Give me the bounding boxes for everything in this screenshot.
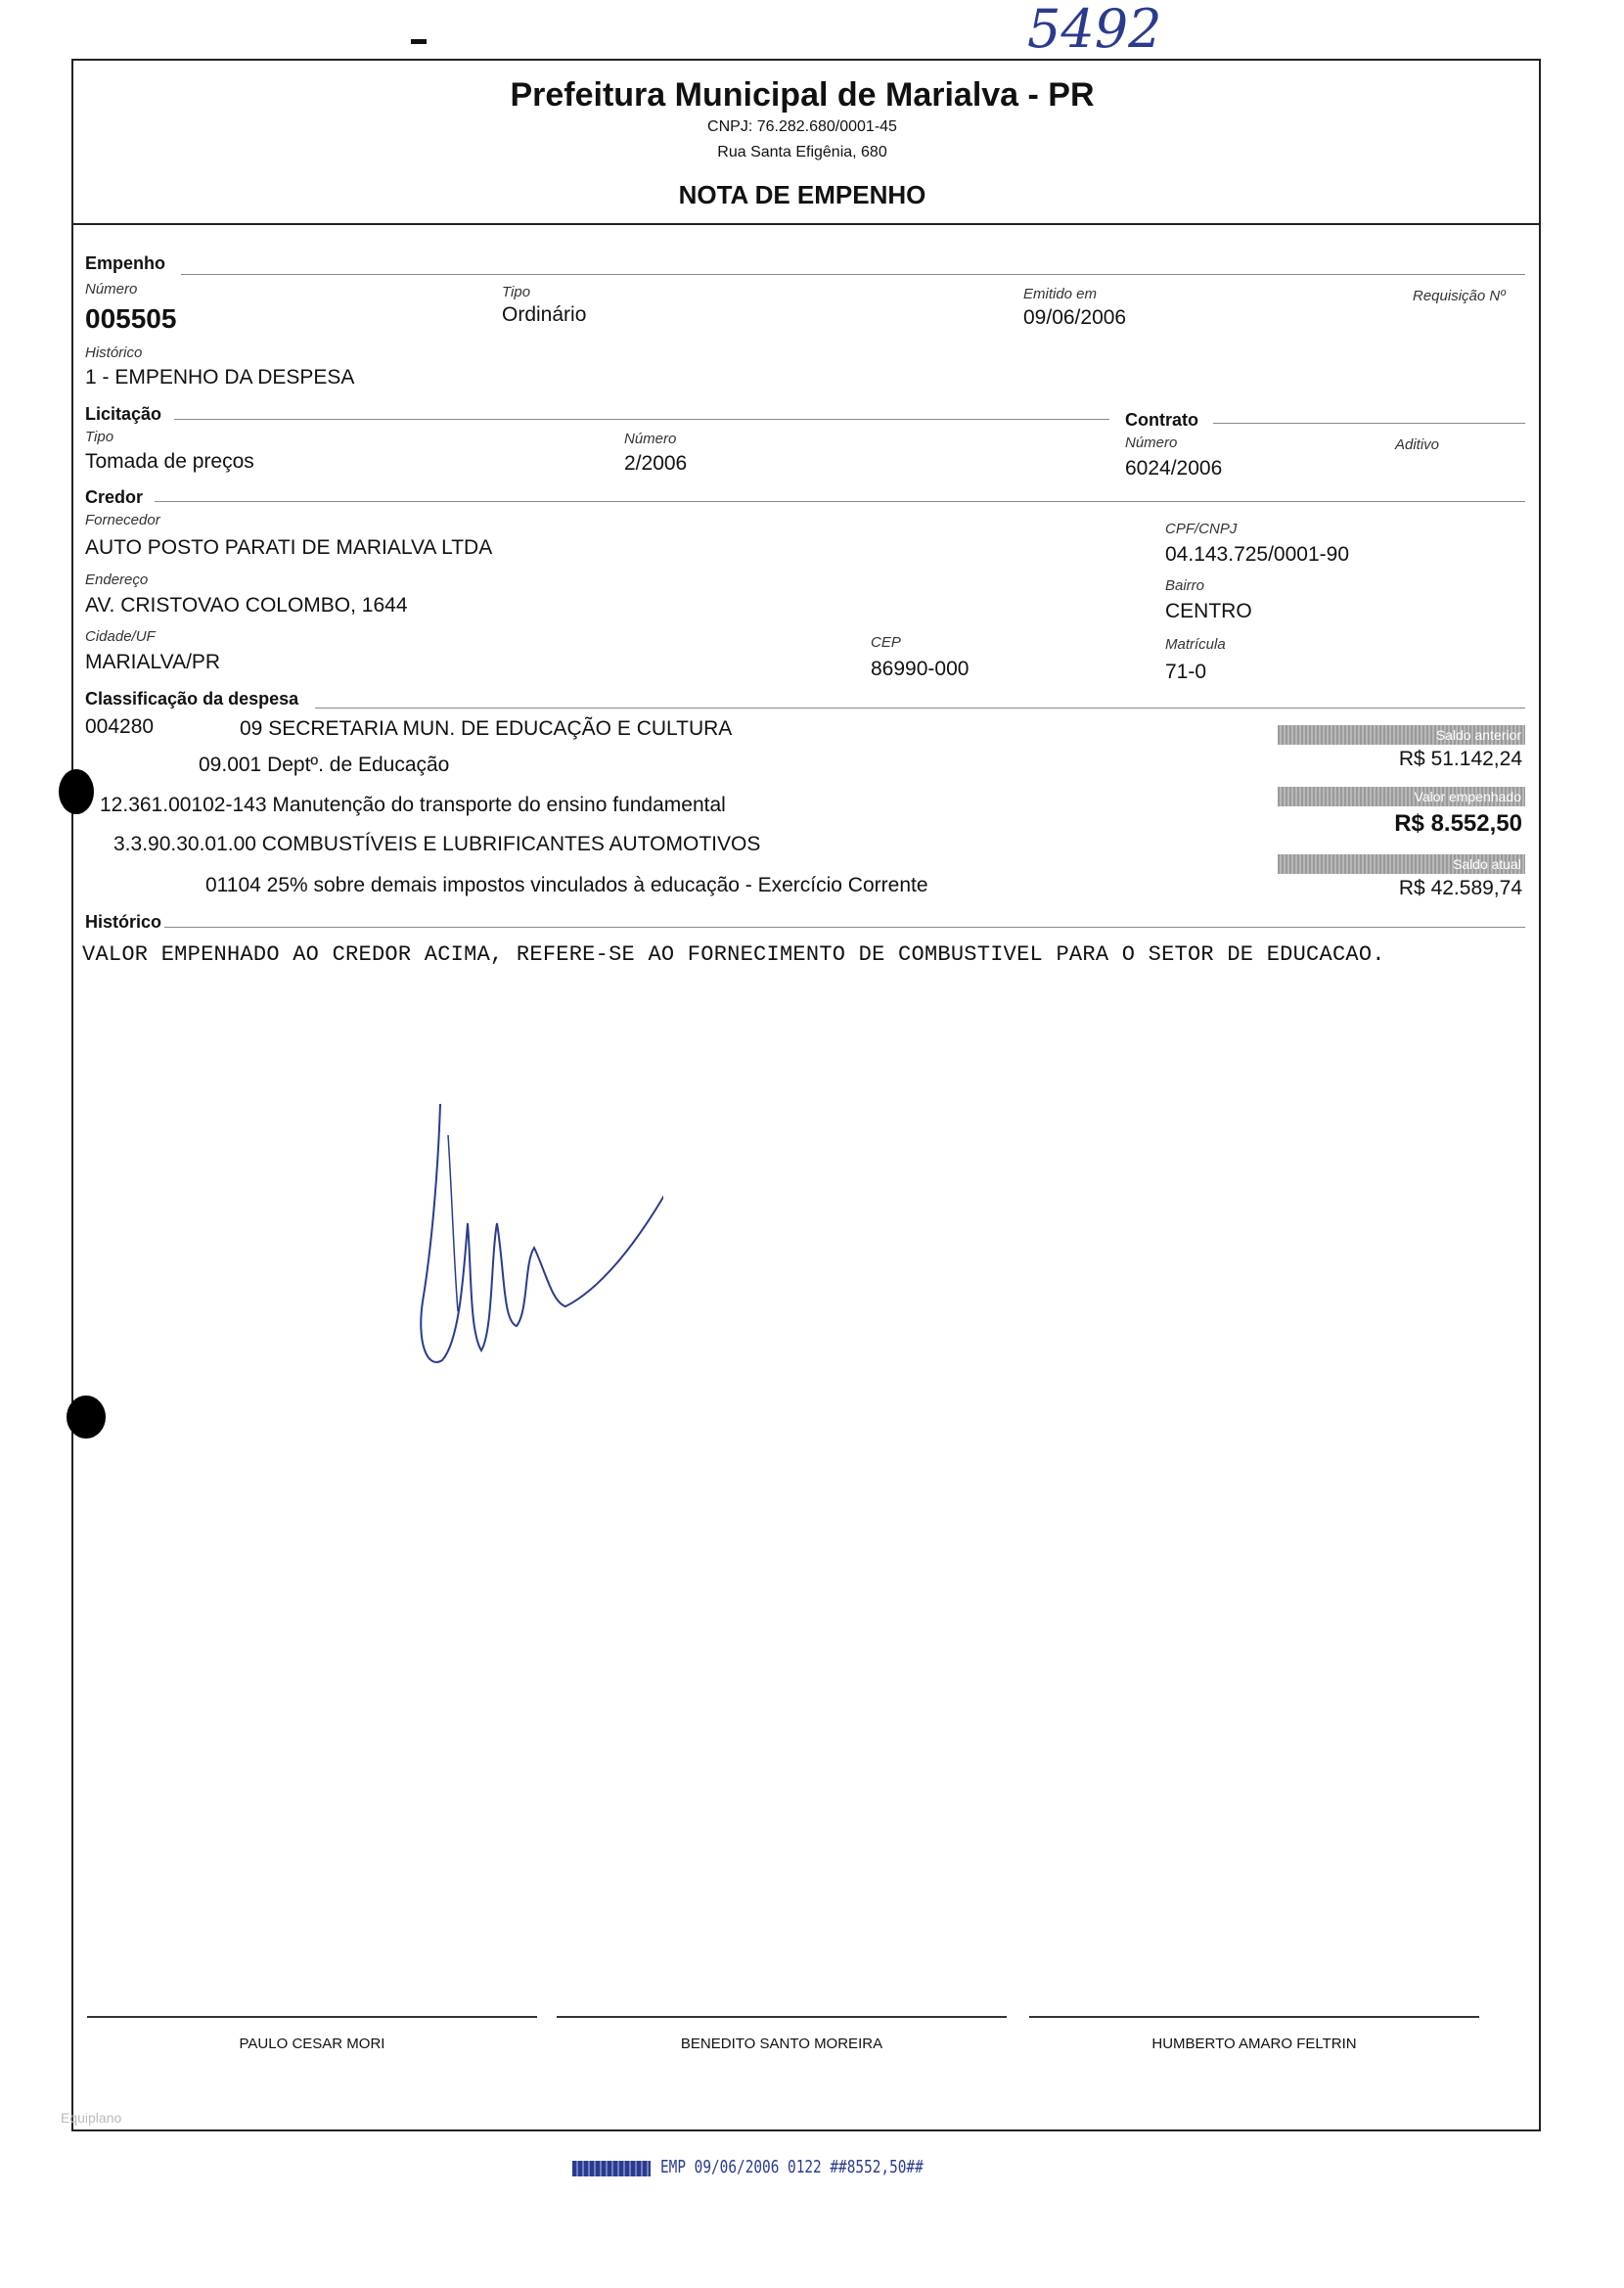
section-historico: Histórico [85, 912, 162, 932]
section-credor: Credor [85, 487, 144, 507]
signature-name-3: HUMBERTO AMARO FELTRIN [1151, 2036, 1357, 2052]
header-divider [71, 223, 1541, 225]
section-line [174, 419, 1109, 420]
credor-cpf-cnpj: 04.143.725/0001-90 [1165, 543, 1350, 566]
classificacao-fonte: 01104 25% sobre demais impostos vinculados à educação - Exercício Corrente [205, 874, 928, 896]
credor-cidade: MARIALVA/PR [85, 651, 221, 673]
footer-stamp-mark [572, 2161, 651, 2176]
page-title: Prefeitura Municipal de Marialva - PR [510, 76, 1095, 114]
label-endereco: Endereço [85, 572, 149, 588]
credor-fornecedor: AUTO POSTO PARATI DE MARIALVA LTDA [85, 536, 493, 559]
section-licitacao: Licitação [85, 404, 162, 424]
saldo-anterior-label: Saldo anterior [1278, 725, 1525, 745]
label-licitacao-numero: Número [624, 431, 677, 447]
empenho-tipo: Ordinário [502, 303, 587, 326]
section-line [164, 927, 1525, 928]
footer-stamp: EMP 09/06/2006 0122 ##8552,50## [660, 2157, 924, 2177]
section-line [155, 501, 1525, 502]
label-cpf-cnpj: CPF/CNPJ [1165, 521, 1238, 537]
handwritten-number: 5492 [1027, 0, 1162, 60]
label-historico-empenho: Histórico [85, 344, 143, 361]
section-classificacao: Classificação da despesa [85, 689, 299, 709]
section-contrato: Contrato [1125, 410, 1198, 430]
historico-text: VALOR EMPENHADO AO CREDOR ACIMA, REFERE-SE AO FORNECIMENTO DE COMBUSTIVEL PARA O SETOR DE EDUCACAO. [82, 942, 1385, 967]
doc-type-title: NOTA DE EMPENHO [678, 180, 926, 209]
credor-cep: 86990-000 [871, 658, 970, 680]
label-emitido: Emitido em [1023, 286, 1098, 302]
credor-endereco: AV. CRISTOVAO COLOMBO, 1644 [85, 594, 408, 617]
classificacao-acao: 12.361.00102-143 Manutenção do transporte do ensino fundamental [100, 794, 726, 816]
saldo-atual-label: Saldo atual [1278, 854, 1525, 874]
punch-mark [411, 39, 427, 44]
label-aditivo: Aditivo [1395, 436, 1440, 453]
cnpj-text: CNPJ: 76.282.680/0001-45 [707, 118, 897, 135]
signature-name-2: BENEDITO SANTO MOREIRA [680, 2036, 883, 2052]
contrato-numero: 6024/2006 [1125, 457, 1223, 480]
classificacao-elemento: 3.3.90.30.01.00 COMBUSTÍVEIS E LUBRIFICANTES AUTOMOTIVOS [113, 833, 761, 855]
label-licitacao-tipo: Tipo [85, 429, 114, 445]
binding-hole [67, 1396, 106, 1439]
label-bairro: Bairro [1165, 577, 1205, 594]
empenho-emitido: 09/06/2006 [1023, 306, 1127, 329]
binding-hole [59, 769, 94, 814]
address-text: Rua Santa Efigênia, 680 [717, 144, 887, 160]
classificacao-unidade: 09.001 Deptº. de Educação [199, 754, 450, 776]
empenho-numero: 005505 [85, 303, 177, 334]
section-empenho: Empenho [85, 253, 166, 273]
footer-software-label: Equiplano [61, 2110, 122, 2126]
label-contrato-numero: Número [1125, 435, 1178, 451]
label-cep: CEP [871, 634, 901, 651]
signature-line [1029, 2016, 1479, 2018]
licitacao-numero: 2/2006 [624, 452, 688, 475]
label-matricula: Matrícula [1165, 636, 1226, 653]
saldo-atual-value: R$ 42.589,74 [1398, 877, 1522, 899]
licitacao-tipo: Tomada de preços [85, 450, 254, 473]
section-line [181, 274, 1525, 275]
section-line [1213, 423, 1525, 424]
saldo-anterior-value: R$ 51.142,24 [1398, 748, 1522, 770]
signature-line [557, 2016, 1007, 2018]
credor-matricula: 71-0 [1165, 661, 1207, 683]
label-cidade: Cidade/UF [85, 628, 156, 645]
valor-empenhado-value: R$ 8.552,50 [1394, 810, 1522, 837]
signature-line [87, 2016, 537, 2018]
empenho-historico: 1 - EMPENHO DA DESPESA [85, 366, 355, 389]
signature-name-1: PAULO CESAR MORI [239, 2036, 385, 2052]
handwritten-signature [409, 1076, 663, 1390]
classificacao-orgao: 09 SECRETARIA MUN. DE EDUCAÇÃO E CULTURA [240, 717, 733, 740]
label-tipo: Tipo [502, 284, 531, 300]
label-numero: Número [85, 281, 138, 297]
label-requisicao: Requisição Nº [1413, 288, 1506, 304]
credor-bairro: CENTRO [1165, 600, 1252, 622]
section-line [315, 708, 1525, 709]
classificacao-code: 004280 [85, 715, 155, 738]
valor-empenhado-label: Valor empenhado [1278, 787, 1525, 806]
label-fornecedor: Fornecedor [85, 512, 160, 528]
